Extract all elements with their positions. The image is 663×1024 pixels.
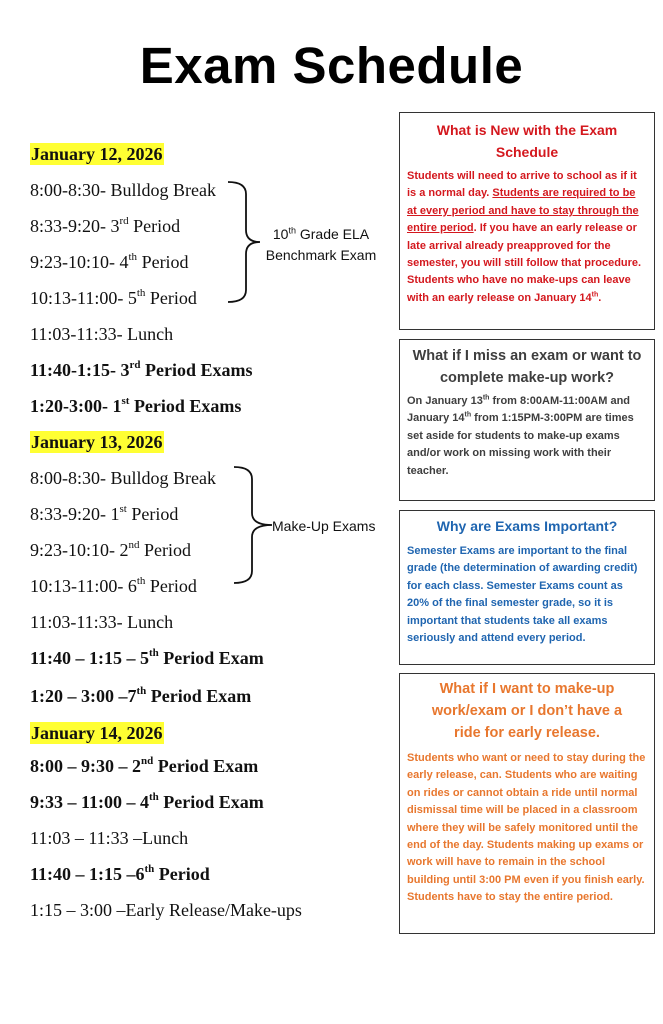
box-text: On January 13th from 8:00AM-11:00AM and January 14th from 1:15PM-3:00PM are times set aside for students to make-up exams and/or work on missing work with their teacher. — [407, 394, 634, 477]
box-title: What is New with the Exam Schedule — [436, 122, 618, 160]
makeup-exams-label: Make-Up Exams — [272, 518, 376, 534]
schedule-item: 1:15 – 3:00 –Early Release/Make-ups — [30, 900, 302, 920]
box-title: What if I want to make-up work/exam or I don’t have a ride for early release. — [431, 681, 623, 741]
info-box-whats-new — [399, 112, 655, 330]
schedule-item: 10:13-11:00- 6th Period — [30, 575, 197, 596]
box-text: Semester Exams are important to the final grade (the determination of awarding credit) for each class. Semester Exams count as 20% of the final semester grade, so it is important that students take all exams seriously and attend every period. — [407, 545, 638, 645]
schedule-item: 9:23-10:10- 2nd Period — [30, 539, 191, 560]
info-box-early-release-ride — [399, 673, 655, 934]
schedule-item: 10:13-11:00- 5th Period — [30, 287, 197, 308]
schedule-item-exam: 1:20 – 3:00 –7th Period Exam — [30, 685, 252, 706]
schedule-item-exam: 1:20-3:00- 1st Period Exams — [30, 395, 242, 416]
schedule-item-exam: 9:33 – 11:00 – 4th Period Exam — [30, 791, 264, 812]
info-box-missed-exam — [399, 339, 655, 501]
schedule-item-exam: 11:40 – 1:15 – 5th Period Exam — [30, 647, 264, 668]
date-heading: January 12, 2026 — [31, 144, 163, 164]
schedule-item: 8:33-9:20- 1st Period — [30, 503, 179, 524]
schedule-item-exam: 11:40 – 1:15 –6th Period — [30, 863, 210, 884]
schedule-item: 8:00-8:30- Bulldog Break — [30, 180, 216, 200]
schedule-item: 9:23-10:10- 4th Period — [30, 251, 189, 272]
schedule-item-exam: 8:00 – 9:30 – 2nd Period Exam — [30, 755, 259, 776]
box-title: Why are Exams Important? — [436, 518, 618, 534]
benchmark-exam-label: 10th Grade ELA Benchmark Exam — [265, 225, 377, 263]
curly-bracket-icon — [232, 465, 274, 585]
schedule-item: 11:03 – 11:33 –Lunch — [30, 828, 189, 848]
schedule-item: 11:03-11:33- Lunch — [30, 324, 174, 344]
box-text: Students will need to arrive to school as if it is a normal day. Students are required to be at every period and have to stay through the entire period. If you have an early release or late arrival already preapproved for the semester, you will still follow that procedure. Students who have no make-ups can leave with an early release on January 14th. — [407, 170, 642, 304]
page-title: Exam Schedule — [139, 37, 524, 94]
date-heading: January 13, 2026 — [31, 432, 163, 452]
schedule-item: 8:00-8:30- Bulldog Break — [30, 468, 216, 488]
date-heading: January 14, 2026 — [31, 723, 163, 743]
box-title: What if I miss an exam or want to complete make-up work? — [412, 348, 642, 386]
schedule-item: 8:33-9:20- 3rd Period — [30, 215, 181, 236]
schedule-item: 11:03-11:33- Lunch — [30, 612, 174, 632]
box-text: Students who want or need to stay during the early release, can. Students who are waiting on rides or cannot obtain a ride until normal dismissal time will be placed in a classroom where they will be safely monitored until the end of the day. Students making up exams or work will have to remain in the school building until 3:00 PM even if you finish early. Students have to stay the entire period. — [407, 752, 646, 904]
info-box-why-important — [399, 510, 655, 665]
schedule-item-exam: 11:40-1:15- 3rd Period Exams — [30, 359, 253, 380]
